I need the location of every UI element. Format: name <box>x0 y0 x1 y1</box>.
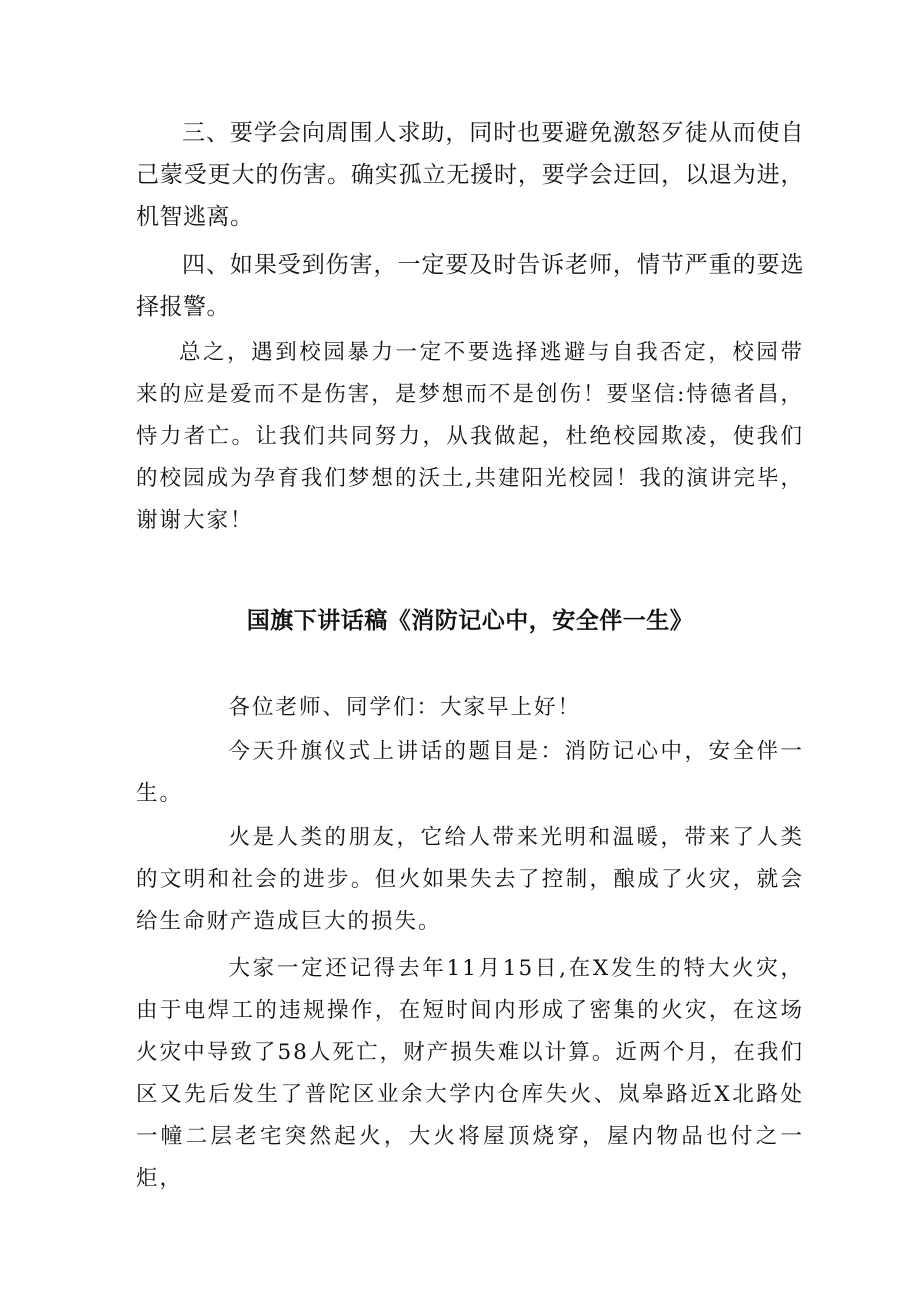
paragraph-fire-friend: 火是人类的朋友，它给人带来光明和温暖，带来了人类的文明和社会的进步。但火如果失去了控制，酿成了火灾，就会给生命财产造成巨大的损失。 <box>136 825 804 934</box>
paragraph-greeting: 各位老师、同学们：大家早上好！ <box>228 695 581 720</box>
paragraph-topic: 今天升旗仪式上讲话的题目是：消防记心中，安全伴一生。 <box>136 739 804 806</box>
paragraph-point-three: 三、要学会向周围人求助，同时也要避免激怒歹徒从而使自己蒙受更大的伤害。确实孤立无援时，要学会迂回，以退为进，机智逃离。 <box>136 120 804 230</box>
paragraph-summary: 总之，遇到校园暴力一定不要选择逃避与自我否定，校园带来的应是爱而不是伤害，是梦想而不是创伤！要坚信:恃德者昌，恃力者亡。让我们共同努力，从我做起，杜绝校园欺凌，使我们的校园成为孕育我们梦想的沃土,共建阳光校园！我的演讲完毕，谢谢大家！ <box>136 340 804 533</box>
paragraph-point-four: 四、如果受到伤害，一定要及时告诉老师，情节严重的要选择报警。 <box>136 252 804 320</box>
speech-title: 国旗下讲话稿《消防记心中，安全伴一生》 <box>246 608 694 634</box>
paragraph-incident: 大家一定还记得去年11月15日,在X发生的特大火灾，由于电焊工的违规操作，在短时间内形成了密集的火灾，在这场火灾中导致了58人死亡，财产损失难以计算。近两个月，在我们区又先后发生了普陀区业余大学内仓库失火、岚皋路近X北路处一幢二层老宅突然起火，大火将屋顶烧穿，屋内物品也付之一炬， <box>136 956 804 1191</box>
